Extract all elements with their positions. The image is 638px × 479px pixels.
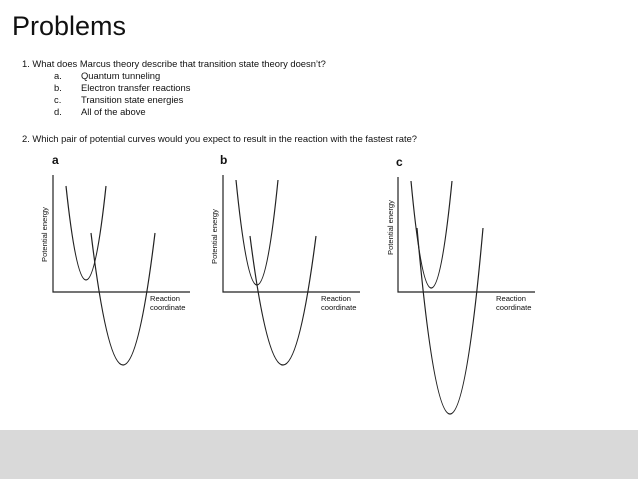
panel-b-x-axis-label-line1: Reaction <box>321 294 351 303</box>
slide-title: Problems <box>12 11 127 41</box>
panel-a-product-curve <box>91 233 155 365</box>
option-text: All of the above <box>81 106 146 117</box>
panel-a-y-axis-label: Potential energy <box>40 207 49 262</box>
option-text: Electron transfer reactions <box>81 82 191 93</box>
panel-c-y-axis-label: Potential energy <box>386 200 395 255</box>
panel-c-x-axis-label-line2: coordinate <box>496 303 532 312</box>
panel-a-x-axis-label-line2: coordinate <box>150 303 186 312</box>
question-1-text: 1. What does Marcus theory describe that transition state theory doesn’t? <box>22 58 326 69</box>
question-2-text: 2. Which pair of potential curves would you expect to result in the reaction with the fastest rate? <box>22 133 417 144</box>
panel-a-label: a <box>52 153 59 167</box>
panel-a-x-axis-label-line1: Reaction <box>150 294 180 303</box>
option-text: Transition state energies <box>81 94 184 105</box>
panel-b-product-curve <box>250 236 316 365</box>
panel-c-axes <box>398 177 535 292</box>
panel-b-label: b <box>220 153 228 167</box>
option-text: Quantum tunneling <box>81 70 161 81</box>
panel-c-product-curve <box>417 228 483 414</box>
panel-c <box>386 155 535 414</box>
panel-b-x-axis-label-line2: coordinate <box>321 303 357 312</box>
panel-b <box>210 153 360 365</box>
panel-b-axes <box>223 175 360 292</box>
option-letter: b. <box>54 82 62 93</box>
option-letter: c. <box>54 94 62 105</box>
panel-b-reactant-curve <box>236 180 278 285</box>
panel-b-y-axis-label: Potential energy <box>210 209 219 264</box>
panel-a-reactant-curve <box>66 186 106 280</box>
panel-a-axes <box>53 175 190 292</box>
panel-a <box>40 153 190 365</box>
footer-band <box>0 430 638 479</box>
panel-c-x-axis-label-line1: Reaction <box>496 294 526 303</box>
panel-c-label: c <box>396 155 403 169</box>
option-letter: d. <box>54 106 62 117</box>
option-letter: a. <box>54 70 62 81</box>
